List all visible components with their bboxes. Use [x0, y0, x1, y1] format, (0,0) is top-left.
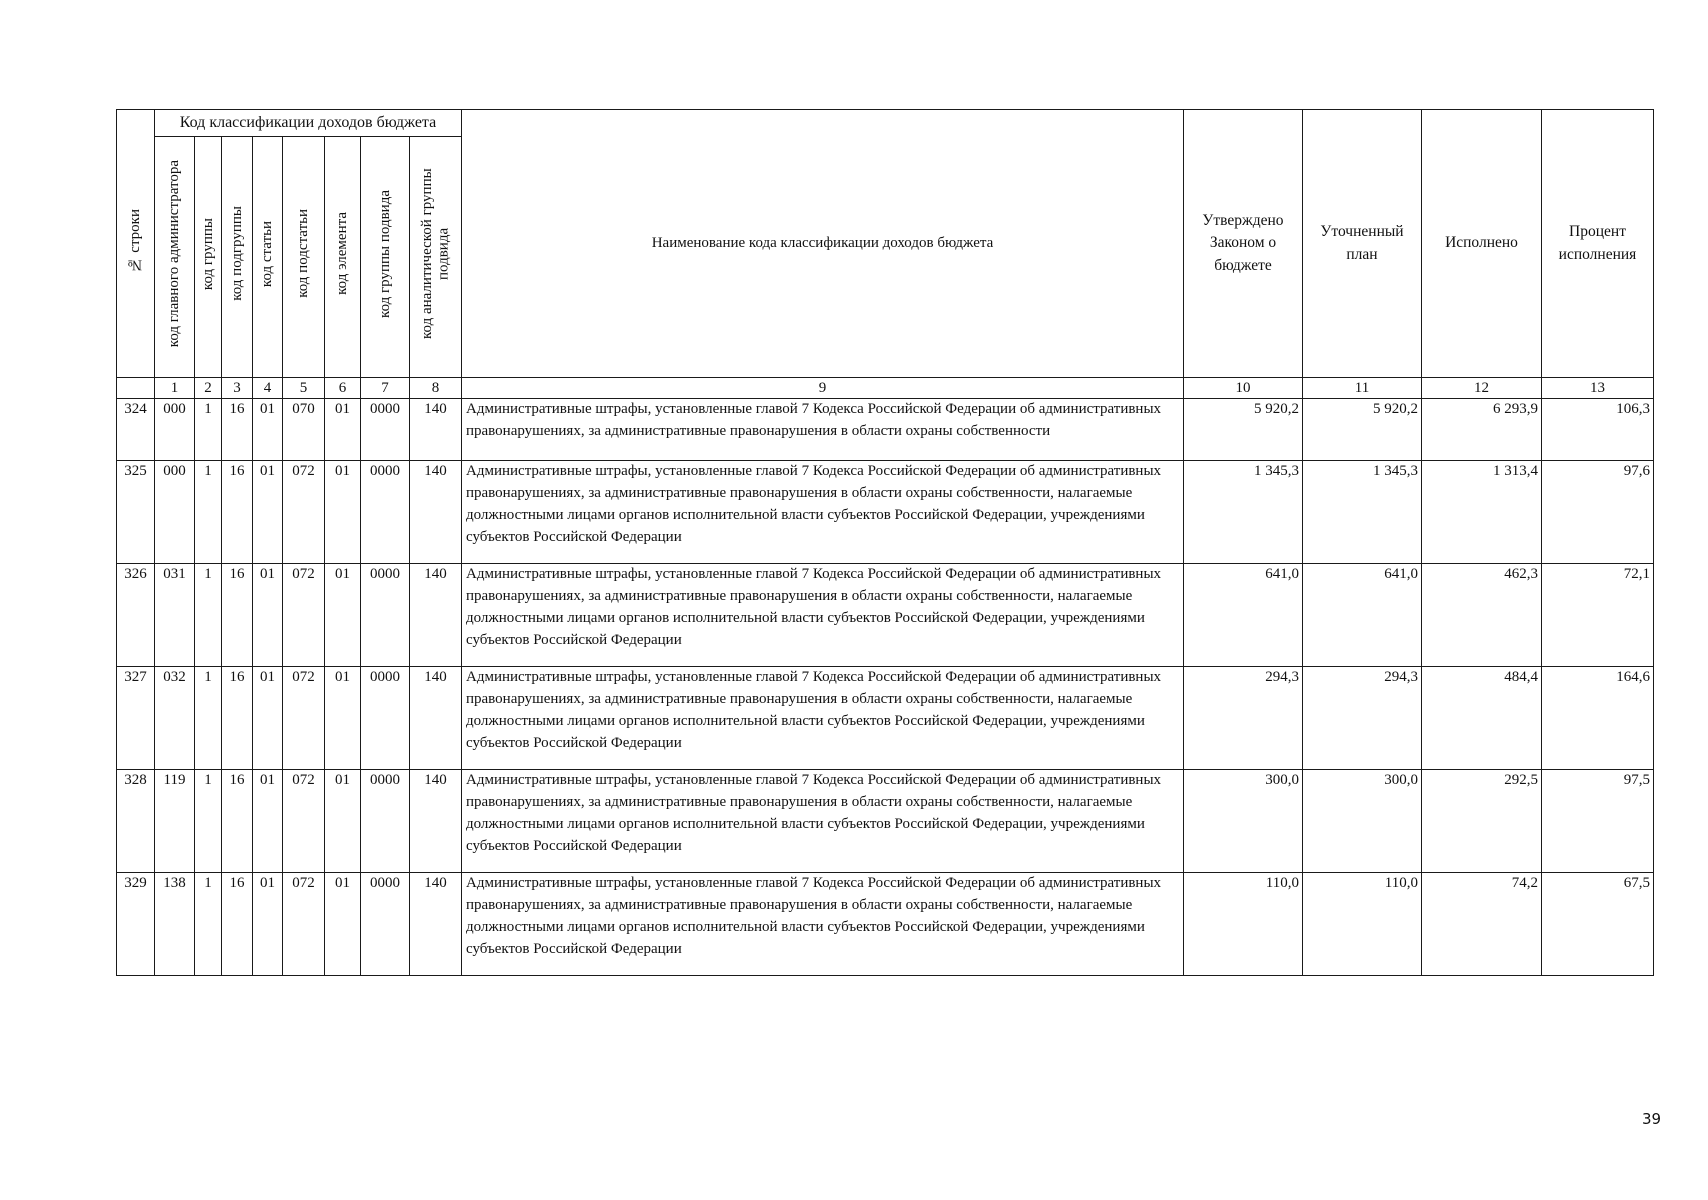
executed-amount: 462,3 [1422, 564, 1542, 667]
code-admin: 119 [155, 770, 195, 873]
code-analytic: 140 [410, 770, 462, 873]
header-classification-group: Код классификации доходов бюджета [155, 110, 462, 137]
code-element: 01 [325, 770, 361, 873]
code-article: 01 [253, 770, 283, 873]
col-number: 1 [155, 378, 195, 399]
code-subtype-group: 0000 [361, 399, 410, 461]
revenue-name: Административные штрафы, установленные главой 7 Кодекса Российской Федерации об административных правонарушениях, за административные правонарушения в области охраны собственности, налагаемые должностными лицами органов исполнительной власти субъектов Российской Федерации, учреждениями субъектов Российской Федерации [462, 461, 1184, 564]
code-admin: 031 [155, 564, 195, 667]
header-code-article [253, 137, 283, 378]
code-subgroup: 16 [222, 667, 253, 770]
row-number: 328 [117, 770, 155, 873]
percent-value: 106,3 [1542, 399, 1654, 461]
refined-amount: 300,0 [1303, 770, 1422, 873]
code-subgroup: 16 [222, 461, 253, 564]
header-code-article-label: код статьи [259, 220, 276, 287]
code-group: 1 [195, 399, 222, 461]
col-number: 4 [253, 378, 283, 399]
header-code-subarticle [283, 137, 325, 378]
code-article: 01 [253, 873, 283, 976]
refined-amount: 641,0 [1303, 564, 1422, 667]
header-code-element [325, 137, 361, 378]
code-element: 01 [325, 399, 361, 461]
row-number: 329 [117, 873, 155, 976]
row-number: 325 [117, 461, 155, 564]
table-row [117, 770, 1654, 873]
header-code-element-label: код элемента [334, 212, 351, 296]
col-number: 11 [1303, 378, 1422, 399]
revenue-name: Административные штрафы, установленные главой 7 Кодекса Российской Федерации об административных правонарушениях, за административные правонарушения в области охраны собственности [462, 399, 1184, 461]
header-code-subgroup-label: код подгруппы [228, 206, 245, 302]
header-code-subarticle-label: код подстатьи [295, 209, 312, 299]
header-code-analytic [410, 137, 462, 378]
header-code-admin-label: код главного администратора [166, 160, 183, 348]
col-number: 5 [283, 378, 325, 399]
header-code-subtype-group [361, 137, 410, 378]
code-article: 01 [253, 461, 283, 564]
page-number: 39 [1642, 1110, 1662, 1128]
refined-amount: 294,3 [1303, 667, 1422, 770]
table-row [117, 873, 1654, 976]
approved-amount: 294,3 [1184, 667, 1303, 770]
header-code-analytic-label: код аналитической группы подвида [419, 168, 452, 340]
col-number: 7 [361, 378, 410, 399]
executed-amount: 292,5 [1422, 770, 1542, 873]
code-subgroup: 16 [222, 564, 253, 667]
code-admin: 138 [155, 873, 195, 976]
col-number: 13 [1542, 378, 1654, 399]
col-number: 9 [462, 378, 1184, 399]
code-element: 01 [325, 873, 361, 976]
header-row-no-label: № строки [127, 208, 144, 273]
code-subarticle: 072 [283, 667, 325, 770]
approved-amount: 5 920,2 [1184, 399, 1303, 461]
header-approved: Утверждено Законом о бюджете [1184, 110, 1303, 378]
table-row [117, 399, 1654, 461]
executed-amount: 74,2 [1422, 873, 1542, 976]
row-number: 327 [117, 667, 155, 770]
approved-amount: 300,0 [1184, 770, 1303, 873]
code-analytic: 140 [410, 667, 462, 770]
header-row-no [117, 110, 155, 378]
code-group: 1 [195, 873, 222, 976]
percent-value: 97,6 [1542, 461, 1654, 564]
code-article: 01 [253, 399, 283, 461]
code-article: 01 [253, 564, 283, 667]
executed-amount: 6 293,9 [1422, 399, 1542, 461]
refined-amount: 5 920,2 [1303, 399, 1422, 461]
code-element: 01 [325, 667, 361, 770]
col-number: 8 [410, 378, 462, 399]
header-code-admin [155, 137, 195, 378]
code-subgroup: 16 [222, 873, 253, 976]
header-name-column: Наименование кода классификации доходов бюджета [462, 110, 1184, 378]
header-executed: Исполнено [1422, 110, 1542, 378]
percent-value: 67,5 [1542, 873, 1654, 976]
code-admin: 000 [155, 399, 195, 461]
table-row [117, 564, 1654, 667]
executed-amount: 484,4 [1422, 667, 1542, 770]
code-subarticle: 072 [283, 564, 325, 667]
revenue-table [116, 109, 1654, 976]
approved-amount: 1 345,3 [1184, 461, 1303, 564]
code-group: 1 [195, 461, 222, 564]
percent-value: 97,5 [1542, 770, 1654, 873]
code-subgroup: 16 [222, 399, 253, 461]
code-subtype-group: 0000 [361, 770, 410, 873]
code-subarticle: 072 [283, 770, 325, 873]
code-article: 01 [253, 667, 283, 770]
approved-amount: 110,0 [1184, 873, 1303, 976]
code-subtype-group: 0000 [361, 564, 410, 667]
code-group: 1 [195, 667, 222, 770]
code-analytic: 140 [410, 873, 462, 976]
code-subgroup: 16 [222, 770, 253, 873]
col-number: 2 [195, 378, 222, 399]
code-analytic: 140 [410, 399, 462, 461]
revenue-name: Административные штрафы, установленные главой 7 Кодекса Российской Федерации об административных правонарушениях, за административные правонарушения в области охраны собственности, налагаемые должностными лицами органов исполнительной власти субъектов Российской Федерации, учреждениями субъектов Российской Федерации [462, 667, 1184, 770]
code-subarticle: 070 [283, 399, 325, 461]
row-number: 326 [117, 564, 155, 667]
code-analytic: 140 [410, 461, 462, 564]
refined-amount: 1 345,3 [1303, 461, 1422, 564]
header-refined: Уточненный план [1303, 110, 1422, 378]
col-number: 12 [1422, 378, 1542, 399]
revenue-name: Административные штрафы, установленные главой 7 Кодекса Российской Федерации об административных правонарушениях, за административные правонарушения в области охраны собственности, налагаемые должностными лицами органов исполнительной власти субъектов Российской Федерации, учреждениями субъектов Российской Федерации [462, 770, 1184, 873]
table-row [117, 667, 1654, 770]
header-percent: Процент исполнения [1542, 110, 1654, 378]
code-subtype-group: 0000 [361, 873, 410, 976]
row-number: 324 [117, 399, 155, 461]
executed-amount: 1 313,4 [1422, 461, 1542, 564]
col-number-empty [117, 378, 155, 399]
code-group: 1 [195, 564, 222, 667]
col-number: 10 [1184, 378, 1303, 399]
refined-amount: 110,0 [1303, 873, 1422, 976]
percent-value: 72,1 [1542, 564, 1654, 667]
code-subarticle: 072 [283, 461, 325, 564]
revenue-name: Административные штрафы, установленные главой 7 Кодекса Российской Федерации об административных правонарушениях, за административные правонарушения в области охраны собственности, налагаемые должностными лицами органов исполнительной власти субъектов Российской Федерации, учреждениями субъектов Российской Федерации [462, 873, 1184, 976]
approved-amount: 641,0 [1184, 564, 1303, 667]
code-element: 01 [325, 461, 361, 564]
code-analytic: 140 [410, 564, 462, 667]
col-number: 6 [325, 378, 361, 399]
code-admin: 000 [155, 461, 195, 564]
percent-value: 164,6 [1542, 667, 1654, 770]
col-number: 3 [222, 378, 253, 399]
code-element: 01 [325, 564, 361, 667]
header-code-group [195, 137, 222, 378]
code-subarticle: 072 [283, 873, 325, 976]
code-subtype-group: 0000 [361, 461, 410, 564]
revenue-name: Административные штрафы, установленные главой 7 Кодекса Российской Федерации об административных правонарушениях, за административные правонарушения в области охраны собственности, налагаемые должностными лицами органов исполнительной власти субъектов Российской Федерации, учреждениями субъектов Российской Федерации [462, 564, 1184, 667]
code-subtype-group: 0000 [361, 667, 410, 770]
header-code-subtype-group-label: код группы подвида [376, 189, 393, 318]
header-code-group-label: код группы [199, 217, 216, 290]
table-row [117, 461, 1654, 564]
code-group: 1 [195, 770, 222, 873]
code-admin: 032 [155, 667, 195, 770]
header-code-subgroup [222, 137, 253, 378]
